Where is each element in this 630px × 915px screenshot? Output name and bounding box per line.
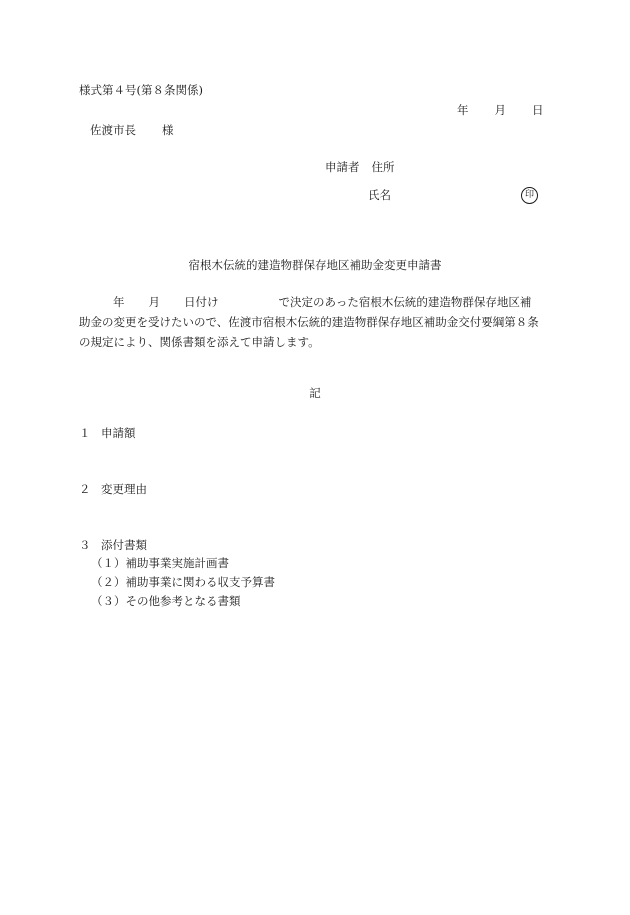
item-number: ２ — [79, 482, 91, 496]
addressee-name: 佐渡市長 — [90, 123, 136, 137]
addressee-suffix: 様 — [162, 123, 174, 137]
body-month: 月 — [148, 295, 160, 309]
address-label: 住所 — [371, 160, 395, 174]
body-day: 日付け — [184, 295, 219, 309]
body-line-3: の規定により、関係書類を添えて申請します。 — [79, 335, 320, 349]
applicant-label: 申請者 — [325, 160, 360, 174]
addressee — [90, 125, 174, 137]
item-label: 申請額 — [101, 426, 136, 440]
body-year: 年 — [113, 295, 125, 309]
attachment-item: （２）補助事業に関わる収支予算書 — [91, 575, 275, 589]
item-attachments — [79, 540, 147, 552]
date-month: 月 — [494, 103, 506, 117]
item-number: ３ — [79, 538, 91, 552]
item-label: 変更理由 — [101, 482, 147, 496]
attachment-item: （１）補助事業実施計画書 — [91, 556, 229, 570]
date-day: 日 — [532, 103, 544, 117]
body-paragraph — [79, 292, 559, 352]
applicant-name-label: 氏名 — [368, 188, 391, 202]
seal-icon: 印 — [521, 187, 538, 204]
document-title: 宿根木伝統的建造物群保存地区補助金変更申請書 — [188, 258, 442, 272]
ki-heading: 記 — [309, 386, 321, 400]
body-line-2: 助金の変更を受けたいので、佐渡市宿根木伝統的建造物群保存地区補助金交付要綱第８条 — [79, 315, 539, 329]
body-line-1 — [79, 292, 559, 312]
body-line-1-rest: で決定のあった宿根木伝統的建造物群保存地区補 — [278, 295, 532, 309]
item-change-reason — [79, 484, 147, 496]
item-application-amount — [79, 428, 136, 440]
form-number: 様式第４号(第８条関係) — [79, 83, 203, 97]
applicant-address-line — [325, 162, 395, 174]
item-label: 添付書類 — [101, 538, 147, 552]
date-line — [457, 105, 544, 117]
item-number: １ — [79, 426, 91, 440]
attachment-item: （３）その他参考となる書類 — [91, 594, 241, 608]
date-year: 年 — [457, 103, 469, 117]
